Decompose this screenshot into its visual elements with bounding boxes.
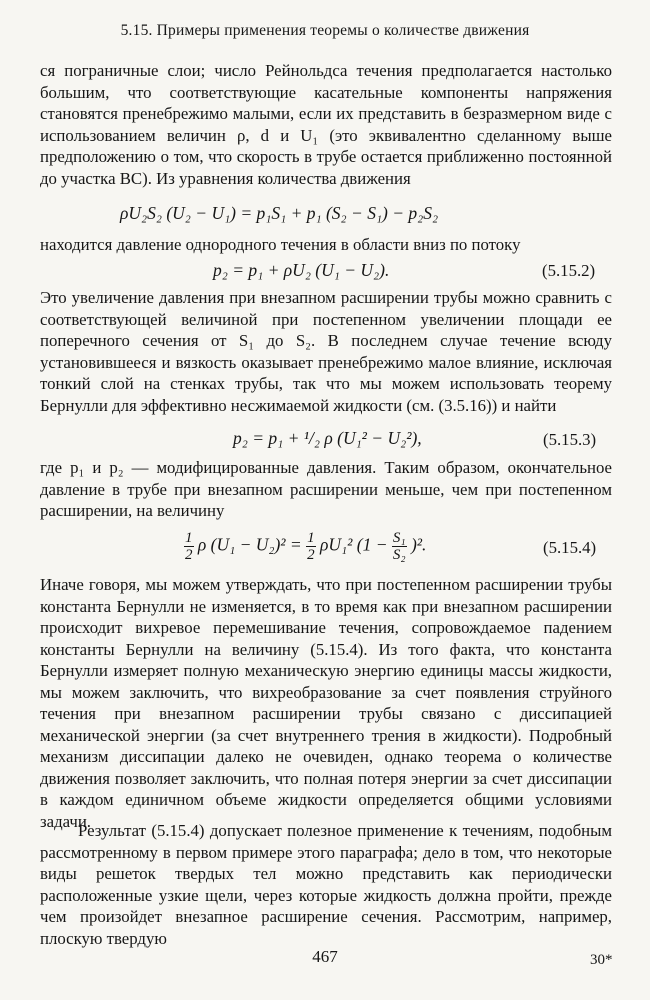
equation-right-side: ρU₁² (1 −	[320, 534, 388, 555]
fraction-denominator: S₂	[392, 547, 406, 563]
running-header: 5.15. Примеры применения теоремы о количестве движения	[120, 22, 530, 39]
paragraph-3: Это увеличение давления при внезапном расширении трубы можно сравнить с соответствующей величиной при постепенном увеличении площади ее поперечного сечения от S₁ до S₂. В последнем случае течение всюду установившееся и вязкость оказывает пренебрежимо малое влияние, исключая тонкий слой на стенках трубы, так что мы можем использовать теорему Бернулли для эффективно несжимаемой жидкости (см. (3.5.16)) и найти	[40, 288, 612, 415]
equation-number-5-15-2: (5.15.2)	[542, 261, 596, 280]
fraction-numerator: 1	[307, 530, 315, 546]
paragraph-2: находится давление однородного течения в области вниз по потоку	[40, 235, 521, 254]
equation-5-15-2: p₂ = p₁ + ρU₂ (U₁ − U₂).	[213, 260, 390, 280]
equation-number-5-15-3: (5.15.3)	[543, 430, 597, 449]
paragraph-6: Результат (5.15.4) допускает полезное применение к течениям, подобным рассмотренному в первом примере этого параграфа; дело в том, что некоторые виды решеток твердых тел можно представить как периодически расположенные узкие щели, через которые жидкость должна пройти, прежде чем произойдет внезапное расширение сечения. Рассмотрим, например, плоскую твердую	[40, 821, 612, 948]
fraction-denominator: 2	[185, 547, 193, 563]
equation-number-5-15-4: (5.15.4)	[543, 538, 597, 557]
paragraph-5: Иначе говоря, мы можем утверждать, что при постепенном расширении трубы константа Бернулли не изменяется, в то время как при внезапном расширении происходит вихревое перемешивание течения, сопровождаемое падением константы Бернулли на величину (5.15.4). Из того факта, что константа Бернулли измеряет полную механическую энергию единицы массы жидкости, мы можем заключить, что вихреобразование за счет появления струйного течения при внезапном расширении трубы связано с диссипацией механической энергии (за счет внутреннего трения в жидкости). Подробный механизм диссипации далеко не очевиден, однако теорема о количестве движения позволяет заключить, что полная потеря энергии за счет диссипации в каждом единичном объеме жидкости определяется общими условиями задачи.	[40, 575, 612, 831]
equation-5-15-4	[184, 530, 426, 563]
momentum-equation: ρU₂S₂ (U₂ − U₁) = p₁S₁ + p₁ (S₂ − S₁) − p₂S₂	[120, 203, 439, 223]
signature-mark: 30*	[590, 952, 613, 968]
fraction-numerator: 1	[185, 530, 193, 546]
paragraph-1: ся пограничные слои; число Рейнольдса течения предполагается настолько большим, что соответствующие касательные компоненты напряжения становятся пренебрежимо малыми, если их представить в безразмерном виде с использованием величин ρ, d и U₁ (это эквивалентно сделанному выше предположению о том, что скорость в трубе остается приближенно постоянной до участка BC). Из уравнения количества движения	[40, 61, 612, 188]
fraction-numerator: S₁	[392, 530, 406, 546]
fraction-area-ratio	[392, 530, 407, 563]
equation-5-15-3: p₂ = p₁ + ¹/₂ ρ (U₁² − U₂²),	[233, 428, 422, 448]
fraction-half-left	[184, 530, 194, 563]
fraction-denominator: 2	[307, 547, 315, 563]
equation-left-side: ρ (U₁ − U₂)² =	[197, 534, 302, 555]
page-number: 467	[312, 947, 338, 966]
fraction-half-right	[306, 530, 316, 563]
equation-closing: )².	[410, 534, 427, 555]
paragraph-4: где p₁ и p₂ — модифицированные давления. Таким образом, окончательное давление в трубе при внезапном расширении меньше, чем при постепенном расширении, на величину	[40, 458, 612, 520]
